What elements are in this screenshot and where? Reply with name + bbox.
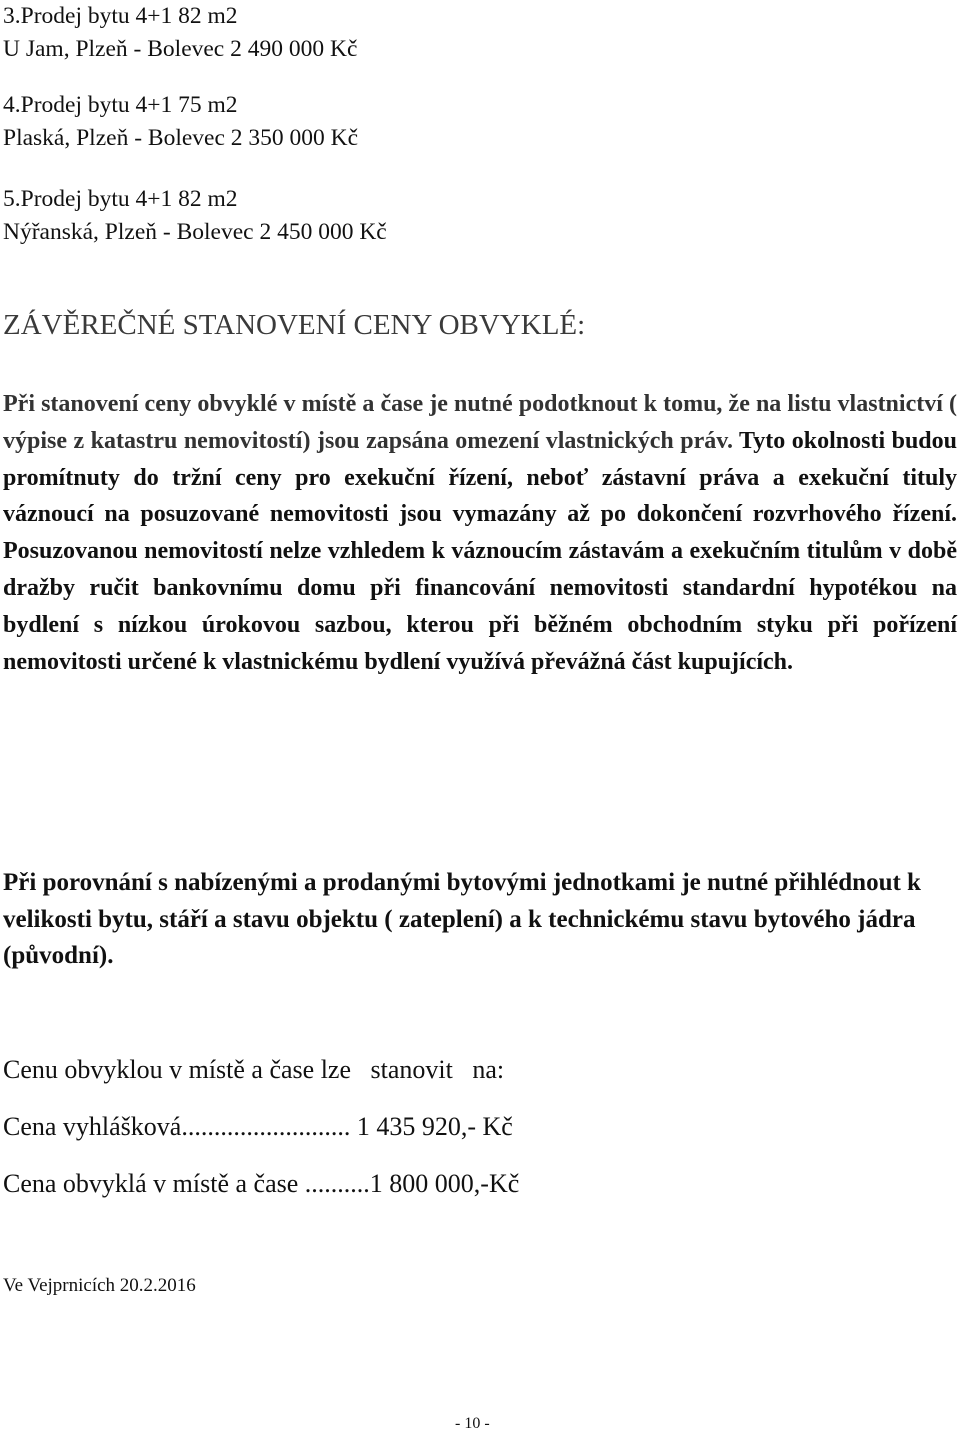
section-heading: ZÁVĚREČNÉ STANOVENÍ CENY OBVYKLÉ: (3, 309, 586, 341)
paragraph-restrictions (3, 386, 957, 680)
official-price-line: Cena vyhlášková.......................... 1 435 920,- Kč (3, 1112, 513, 1141)
listing-title: 5.Prodej bytu 4+1 82 m2 (3, 186, 238, 212)
market-price-line: Cena obvyklá v místě a čase ..........1 800 000,-Kč (3, 1169, 520, 1198)
listing-location-price: Nýřanská, Plzeň - Bolevec 2 450 000 Kč (3, 219, 387, 245)
listing-3 (3, 0, 357, 66)
listing-title: 3.Prodej bytu 4+1 82 m2 (3, 3, 238, 29)
paragraph-restrictions-part1: Při stanovení ceny obvyklé v místě a čase je nutné podotknout k tomu, že na listu vlastnictví ( výpise z katastru nemovitostí) jsou zapsána omezení vlastnických práv. (3, 391, 957, 454)
listing-location-price: U Jam, Plzeň - Bolevec 2 490 000 Kč (3, 36, 358, 62)
paragraph-comparison: Při porovnání s nabízenými a prodanými bytovými jednotkami je nutné přihlédnout k velikosti bytu, stáří a stavu objektu ( zateplení) a k technickému stavu bytového jádra (původní). (3, 869, 921, 969)
listing-4 (3, 89, 358, 155)
listing-location-price: Plaská, Plzeň - Bolevec 2 350 000 Kč (3, 125, 359, 151)
page-number: - 10 - (455, 1415, 490, 1432)
paragraph-restrictions-part2: Tyto okolnosti budou promítnuty do tržní ceny pro exekuční řízení, neboť zástavní práva a exekuční tituly váznoucí na posuzované nemovitosti jsou vymazány až po dokončení rozvrhového řízení. (3, 427, 957, 528)
place-date: Ve Vejprnicích 20.2.2016 (3, 1275, 196, 1296)
listing-5 (3, 183, 387, 249)
conclusion-intro: Cenu obvyklou v místě a čase lze stanovit na: (3, 1055, 505, 1084)
paragraph-restrictions-part3: Posuzovanou nemovitostí nelze vzhledem k váznoucím zástavám a exekučním titulům v době dražby ručit bankovnímu domu při financování nemovitosti standardní hypotékou na bydlení s nízkou úrokovou sazbou, kterou při běžném obchodním styku při pořízení nemovitosti určené k vlastnickému bydlení využívá převážná část kupujících. (3, 538, 957, 675)
listing-title: 4.Prodej bytu 4+1 75 m2 (3, 92, 238, 118)
